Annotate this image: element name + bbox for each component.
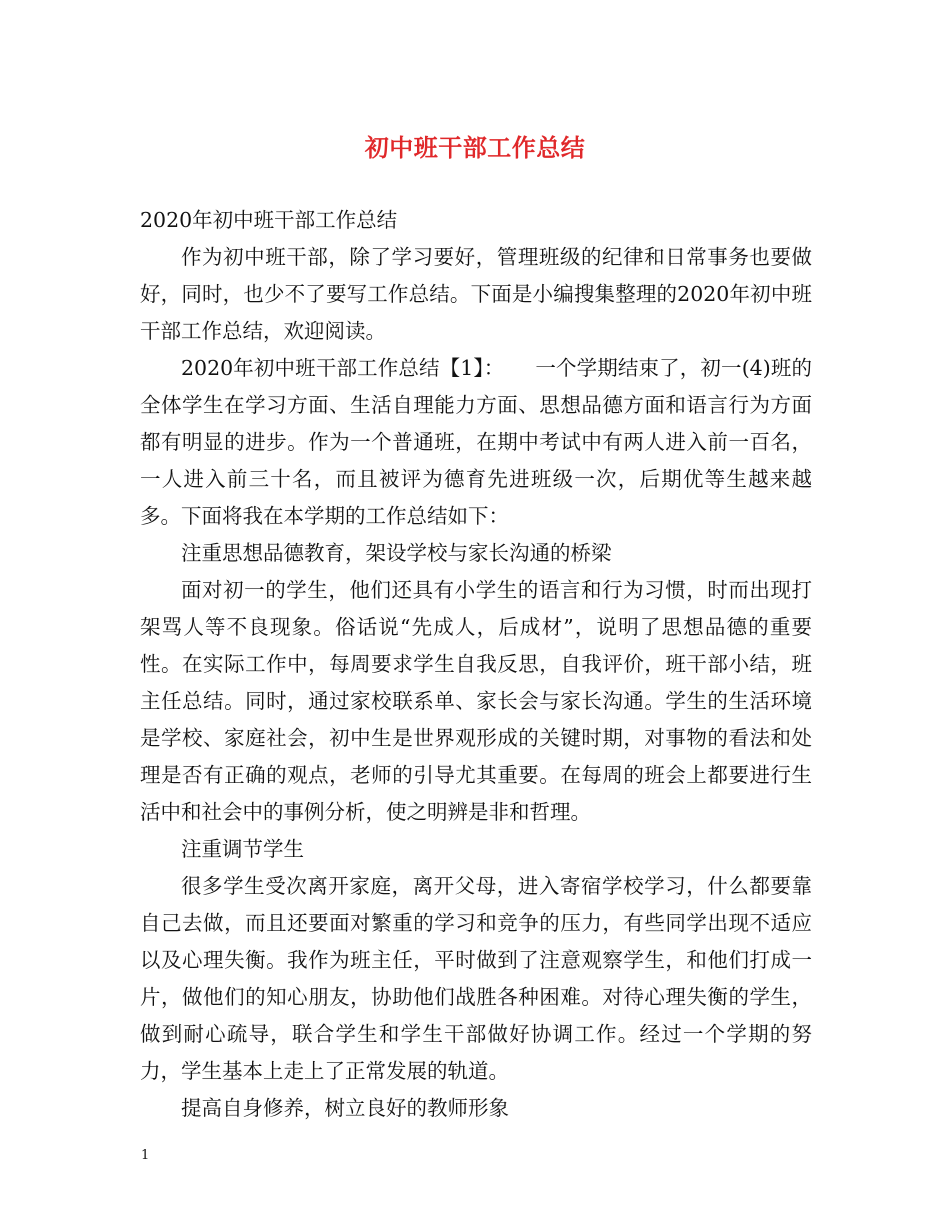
section-heading-moral-education: 注重思想品德教育，架设学校与家长沟通的桥梁 [181, 541, 612, 565]
document-subtitle: 2020年初中班干部工作总结 [140, 208, 398, 232]
paragraph-summary-1: 2020年初中班干部工作总结【1】： 一个学期结束了，初一(4)班的全体学生在学习方面、生活自理能力方面、思想品德方面和语言行为方面都有明显的进步。作为一个普通班，在期中考试中有两人进入前一百名，一人进入前三十名，而且被评为德育先进班级一次，后期优等生越来越多。下面将我在本学期的工作总结如下： [140, 356, 812, 528]
section-heading-adjust-students: 注重调节学生 [181, 837, 304, 861]
paragraph-moral-education: 面对初一的学生，他们还具有小学生的语言和行为习惯，时而出现打架骂人等不良现象。俗话说“先成人，后成材”，说明了思想品德的重要性。在实际工作中，每周要求学生自我反思，自我评价，班干部小结，班主任总结。同时，通过家校联系单、家长会与家长沟通。学生的生活环境是学校、家庭社会，初中生是世界观形成的关键时期，对事物的看法和处理是否有正确的观点，老师的引导尤其重要。在每周的班会上都要进行生活中和社会中的事例分析，使之明辨是非和哲理。 [140, 578, 812, 824]
document-title: 初中班干部工作总结 [364, 133, 586, 162]
section-heading-self-improvement: 提高自身修养，树立良好的教师形象 [181, 1096, 509, 1120]
paragraph-adjust-students: 很多学生受次离开家庭，离开父母，进入寄宿学校学习，什么都要靠自己去做，而且还要面对繁重的学习和竞争的压力，有些同学出现不适应以及心理失衡。我作为班主任，平时做到了注意观察学生，和他们打成一片，做他们的知心朋友，协助他们战胜各种困难。对待心理失衡的学生，做到耐心疏导，联合学生和学生干部做好协调工作。经过一个学期的努力，学生基本上走上了正常发展的轨道。 [140, 874, 812, 1083]
page-number: 1 [141, 1148, 150, 1163]
document-body [140, 202, 812, 1127]
paragraph-intro: 作为初中班干部，除了学习要好，管理班级的纪律和日常事务也要做好，同时，也少不了要写工作总结。下面是小编搜集整理的2020年初中班干部工作总结，欢迎阅读。 [140, 245, 812, 343]
